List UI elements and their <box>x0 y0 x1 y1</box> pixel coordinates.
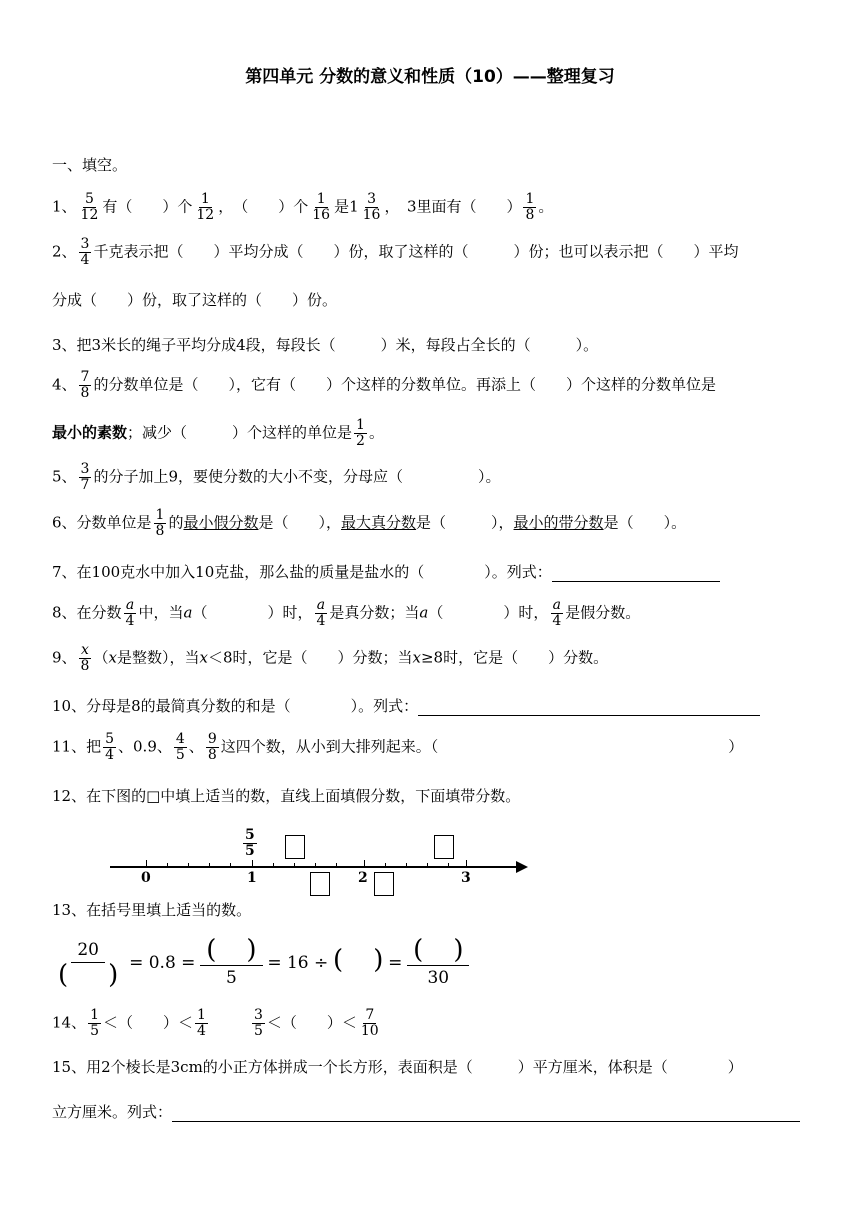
answer-box[interactable] <box>434 835 454 859</box>
question-9: 9、 $\frac{x}{8}$ （x是整数），当x＜8时，它是（ ）分数；当x≥8时，它是（ ）分数。 <box>52 642 609 674</box>
tick-label-3: 3 <box>461 870 471 886</box>
question-6: 6、分数单位是 $\frac{1}{8}$ 的最小假分数是（ ），最大真分数是（ ），最小的带分数是（ ）。 <box>52 507 687 539</box>
question-5: 5、 $\frac{3}{7}$ 的分子加上9，要使分数的大小不变，分母应（ ）。 <box>52 461 501 493</box>
answer-box[interactable] <box>285 835 305 859</box>
question-14: 14、 $\frac{1}{5}$ ＜（ ）＜ $\frac{1}{4}$ $\frac{3}{5}$ ＜（ ）＜ $\frac{7}{10}$ <box>52 1007 379 1039</box>
number-line-fraction: $\frac{5}{5}$ <box>245 827 255 859</box>
arrow-icon <box>516 861 528 873</box>
answer-box[interactable] <box>310 872 330 896</box>
section-heading: 一、填空。 <box>52 156 128 174</box>
tick-label-0: 0 <box>141 870 151 886</box>
question-11: 11、把 $\frac{5}{4}$ 、0.9、 $\frac{4}{5}$ 、 $\frac{9}{8}$ 这四个数，从小到大排列起来。（ ） <box>52 731 744 763</box>
answer-line[interactable] <box>172 1121 800 1122</box>
question-13: 13、在括号里填上适当的数。 <box>52 901 252 919</box>
equation-13: 20 ( ) = 0.8 = ( ) 5 = 16 ÷ ( ) = ( ) 30 <box>52 938 469 990</box>
question-4-line2: 最小的素数；减少（ ）个这样的单位是 $\frac{1}{2}$ 。 <box>52 417 384 449</box>
question-1: 1、 $\frac{5}{12}$ 有（ ）个 $\frac{1}{12}$ ， （ ）个 $\frac{1}{16}$ 是1 $\frac{3}{16}$ ， 3里面有（ ） $\frac{1}{8}$ 。 <box>52 191 554 223</box>
question-2: 2、 $\frac{3}{4}$ 千克表示把（ ）平均分成（ ）份，取了这样的（ ）份；也可以表示把（ ）平均 <box>52 236 739 268</box>
tick-label-2: 2 <box>358 870 368 886</box>
question-8: 8、在分数 $\frac{a}{4}$ 中，当a（ ）时， $\frac{a}{4}$ 是真分数；当a（ ）时， $\frac{a}{4}$ 是假分数。 <box>52 597 641 629</box>
question-15-line2: 立方厘米。列式： <box>52 1102 800 1122</box>
page-title: 第四单元 分数的意义和性质（10）——整理复习 <box>245 67 615 87</box>
question-7: 7、在100克水中加入10克盐，那么盐的质量是盐水的（ ）。列式： <box>52 562 720 582</box>
answer-line[interactable] <box>418 715 760 716</box>
number-line-axis <box>110 866 518 868</box>
question-4: 4、 $\frac{7}{8}$ 的分数单位是（ ），它有（ ）个这样的分数单位。再添上（ ）个这样的分数单位是 <box>52 369 716 401</box>
question-3: 3、把3米长的绳子平均分成4段，每段长（ ）米，每段占全长的（ ）。 <box>52 336 599 354</box>
question-10: 10、分母是8的最简真分数的和是（ ）。列式： <box>52 696 760 716</box>
question-2-line2: 分成（ ）份，取了这样的（ ）份。 <box>52 291 338 309</box>
question-15: 15、用2个棱长是3cm的小正方体拼成一个长方形，表面积是（ ）平方厘米，体积是（ ） <box>52 1058 743 1076</box>
question-12: 12、在下图的□中填上适当的数，直线上面填假分数，下面填带分数。 <box>52 787 521 805</box>
answer-box[interactable] <box>374 872 394 896</box>
tick-label-1: 1 <box>247 870 257 886</box>
answer-line[interactable] <box>552 581 720 582</box>
